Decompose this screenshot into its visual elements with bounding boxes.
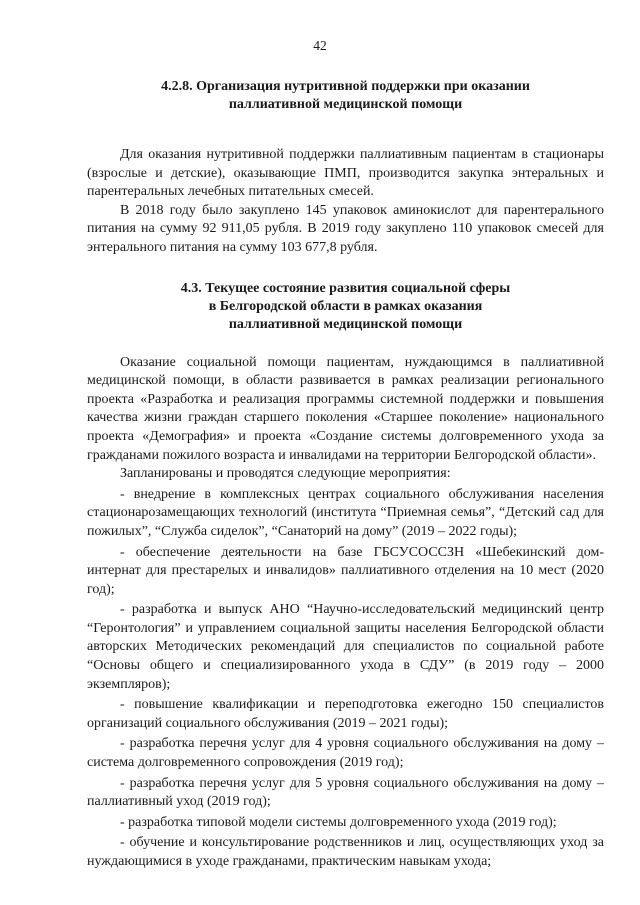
section-4-3-title-line: в Белгородской области в рамках оказания <box>208 298 483 314</box>
page-number: 42 <box>313 38 327 53</box>
activity-item: - разработка типовой модели системы долговременного ухода (2019 год); <box>120 814 557 830</box>
section-4-2-8-title-line: паллиативной медицинской помощи <box>228 97 463 112</box>
section-4-3-title-line: 4.3. Текущее состояние развития социальной сферы <box>180 280 511 296</box>
activity-item: - разработка перечня услуг для 4 уровня социального обслуживания на дому – система долговременного сопровождения (2019 год); <box>87 736 604 771</box>
social-help-intro-paragraph: Оказание социальной помощи пациентам, нуждающимся в паллиативной медицинской помощи, в области развивается в рамках реализации регионального проекта «Разработка и реализация программы системной поддержки и повышения качества жизни граждан старшего поколения «Старшее поколение» национального проекта «Демография» и проекта «Создание системы долговременного ухода за гражданами пожилого возраста и инвалидами на территории Белгородской области». <box>87 354 604 463</box>
activity-item: - обеспечение деятельности на базе ГБСУСОССЗН «Шебекинский дом-интернат для престарелых и инвалидов» паллиативного отделения на 10 мест (2020 год); <box>87 544 604 597</box>
section-4-3-title <box>87 280 604 334</box>
nutrition-support-paragraph: Для оказания нутритивной поддержки паллиативным пациентам в стационары (взрослые и детские), оказывающие ПМП, производится закупка энтеральных и парентеральных лечебных питательных смесей. <box>87 147 604 200</box>
activity-item: - обучение и консультирование родственников и лиц, осуществляющих уход за нуждающимися в уходе гражданами, практическим навыкам ухода; <box>87 835 604 869</box>
activity-item: - внедрение в комплексных центрах социального обслуживания населения стационарозамещающих технологий (института “Приемная семья”, “Детский сад для пожилых”, “Служба сиделок”, “Санаторий на дому” (2019 – 2022 годы); <box>87 486 604 539</box>
section-4-2-8-title-line: 4.2.8. Организация нутритивной поддержки при оказании <box>161 79 530 94</box>
activity-item: - повышение квалификации и переподготовка ежегодно 150 специалистов организаций социального обслуживания (2019 – 2021 годы); <box>87 697 604 731</box>
planned-activities-lead: Запланированы и проводятся следующие мероприятия: <box>120 466 451 482</box>
section-4-2-8-title <box>87 78 604 114</box>
activity-item: - разработка и выпуск АНО “Научно-исследовательский медицинский центр “Геронтология” и управлением социальной защиты населения Белгородской области авторских Методических рекомендаций для специалистов по социальной работе “Основы общего и специализированного ухода в СДУ” (в 2019 году – 2000 экземпляров); <box>87 602 604 692</box>
page-content <box>87 78 604 872</box>
nutrition-purchases-paragraph: В 2018 году было закуплено 145 упаковок аминокислот для парентерального питания на сумму 92 911,05 рубля. В 2019 году закуплено 110 упаковок смесей для энтерального питания на сумму 103 677,8 рубля. <box>87 202 604 255</box>
section-4-3-title-line: паллиативной медицинской помощи <box>228 316 463 332</box>
activities-list <box>87 486 604 872</box>
activity-item: - разработка перечня услуг для 5 уровня социального обслуживания на дому – паллиативный уход (2019 год); <box>87 775 604 810</box>
